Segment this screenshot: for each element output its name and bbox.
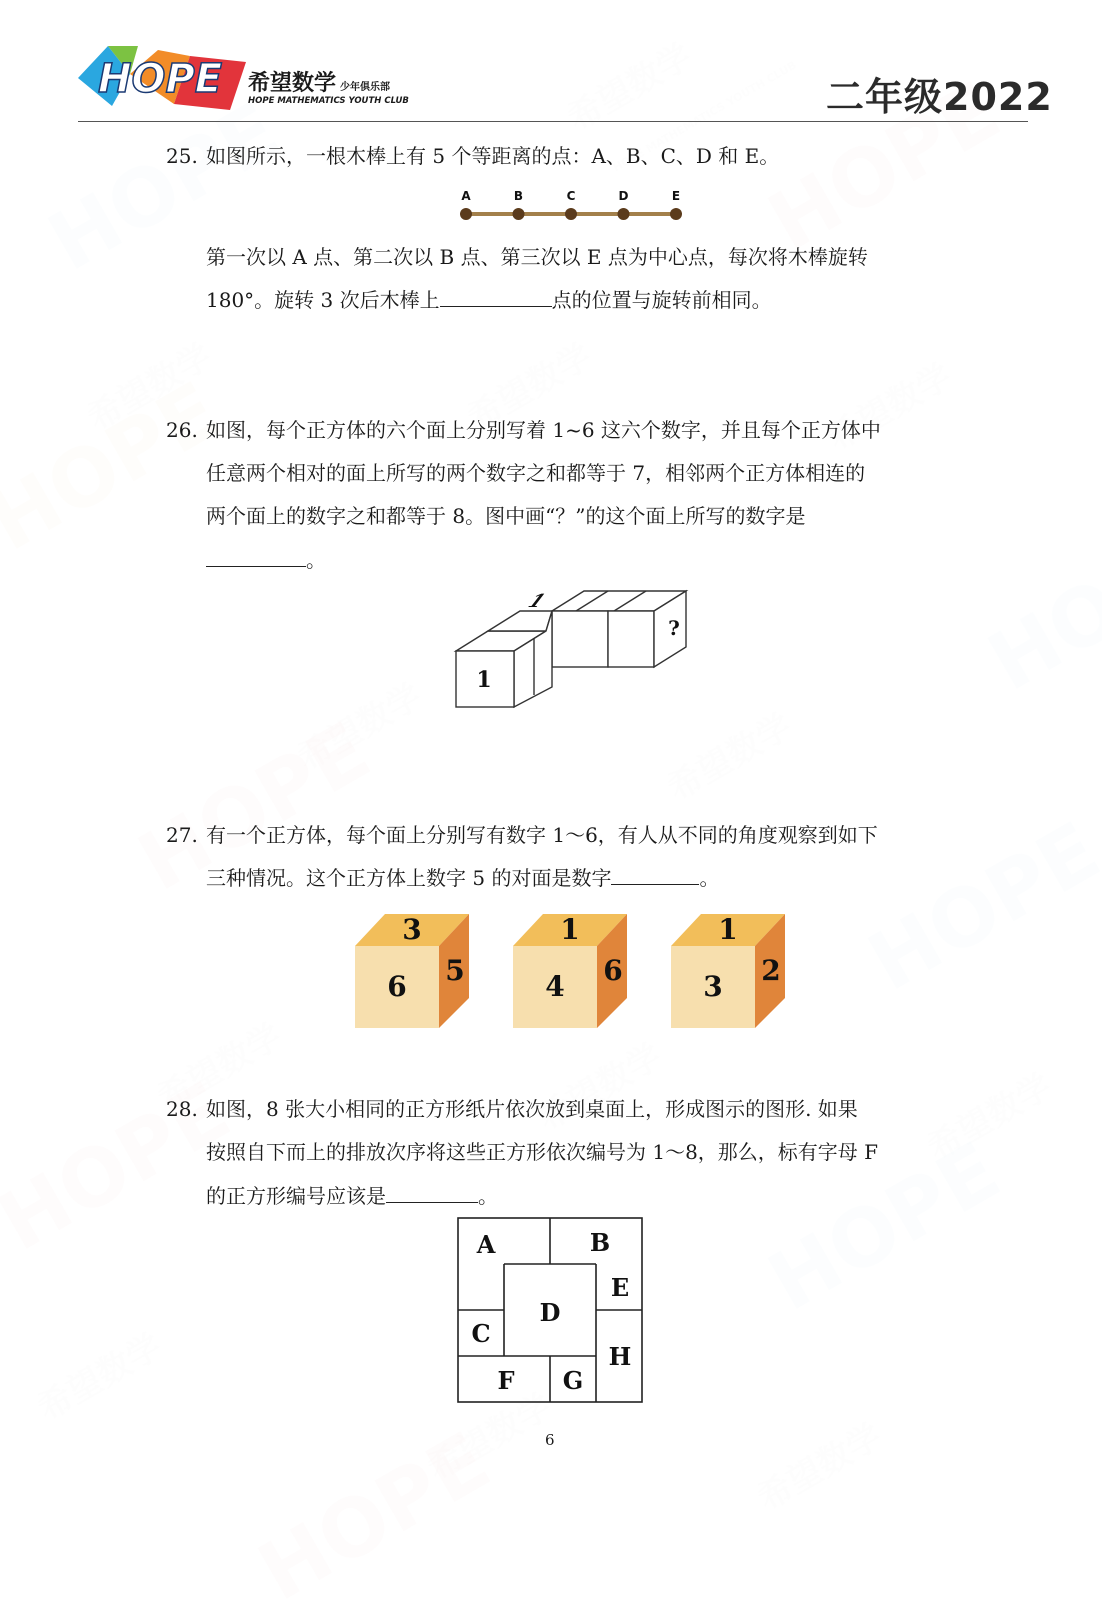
logo-en: HOPE MATHEMATICS YOUTH CLUB [248, 96, 409, 106]
q27-cubes-figure [350, 912, 790, 1032]
q26-line4 [206, 548, 326, 572]
stick-point-e [670, 208, 682, 220]
stick-point-c [565, 208, 577, 220]
cube-top-number: 3 [402, 913, 422, 946]
grade-title: 二年级2022 [826, 75, 1053, 119]
cube-front-number: 6 [387, 970, 407, 1003]
square-label-d: D [539, 1298, 561, 1327]
q26-line1: 如图，每个正方体的六个面上分别写着 1~6 这六个数字，并且每个正方体中 [206, 418, 881, 442]
header-divider [78, 121, 1028, 122]
q26-line3: 两个面上的数字之和都等于 8。图中画“？”的这个面上所写的数字是 [206, 504, 806, 528]
watermark-text [747, 1409, 889, 1519]
watermark-word [243, 1414, 504, 1619]
q28-line1: 如图，8 张大小相同的正方形纸片依次放到桌面上，形成图示的图形. 如果 [206, 1097, 858, 1121]
q26-top-number: 1 [524, 590, 550, 612]
q26-line2: 任意两个相对的面上所写的两个数字之和都等于 7，相邻两个正方体相连的 [206, 461, 866, 485]
q27-number: 27. [166, 823, 198, 847]
cube-side-number: 2 [761, 954, 781, 987]
watermark-text [657, 699, 799, 809]
logo-word: HOPE [98, 56, 223, 102]
cube-front-number: 4 [545, 970, 565, 1003]
watermark-text [917, 1059, 1059, 1169]
cube-side-number: 6 [603, 954, 623, 987]
q26-answer-blank[interactable] [206, 548, 306, 567]
watermark-text [287, 669, 429, 779]
watermark-word [0, 364, 235, 569]
q26-unknown-face: ? [668, 616, 680, 640]
q27-line2-end: 。 [699, 866, 720, 890]
watermark-text [527, 1029, 669, 1139]
q25-line2: 第一次以 A 点、第二次以 B 点、第三次以 E 点为中心点，每次将木棒旋转 [206, 245, 868, 269]
q25-line1: 如图所示，一根木棒上有 5 个等距离的点：A、B、C、D 和 E。 [206, 144, 780, 168]
q28-number: 28. [166, 1097, 198, 1121]
q28-line2: 按照自下而上的排放次序将这些正方形依次编号为 1～8，那么，标有字母 F [206, 1140, 879, 1164]
q27-line1: 有一个正方体，每个面上分别写有数字 1～6，有人从不同的角度观察到如下 [206, 823, 878, 847]
stick-point-label: D [618, 189, 629, 203]
logo-cn-small: 少年俱乐部 [340, 82, 390, 93]
watermark-text [557, 29, 699, 139]
cube-2 [513, 913, 627, 1028]
q28-squares-figure [455, 1215, 649, 1409]
square-label-a: A [476, 1230, 496, 1259]
q27-answer-blank[interactable] [611, 866, 699, 885]
stick-point-d [618, 208, 630, 220]
q26-line4-end: 。 [306, 548, 326, 572]
q25-line3-end: 点的位置与旋转前相同。 [551, 288, 772, 312]
watermark-text [817, 349, 959, 459]
square-label-c: C [471, 1319, 491, 1348]
cube-side-number: 5 [445, 954, 465, 987]
stick-point-label: A [461, 189, 471, 203]
stick-point-a [460, 208, 472, 220]
cube-front-number: 3 [703, 970, 723, 1003]
cube-1 [355, 913, 469, 1028]
q26-cube-figure [450, 585, 695, 713]
q27-line2-start: 三种情况。这个正方体上数字 5 的对面是数字 [206, 866, 612, 890]
square-label-g: G [562, 1366, 584, 1395]
logo-cn: 希望数学 [248, 71, 337, 96]
stick-point-b [513, 208, 525, 220]
q26-front-number: 1 [476, 667, 492, 693]
stick-point-label: B [513, 189, 524, 203]
watermark-text [27, 1319, 169, 1429]
cube-3 [671, 913, 785, 1028]
q26-number: 26. [166, 418, 198, 442]
q25-answer-blank[interactable] [440, 288, 552, 307]
q28-line3-start: 的正方形编号应该是 [206, 1184, 386, 1208]
watermark-word [0, 1064, 245, 1269]
watermark-word [973, 504, 1102, 709]
q25-line3 [206, 288, 772, 312]
q28-line3 [206, 1184, 498, 1208]
q28-line3-end: 。 [478, 1184, 498, 1208]
q25-line3-start: 180°。旋转 3 次后木棒上 [206, 288, 440, 312]
hope-logo [78, 44, 418, 114]
page-number: 6 [545, 1431, 555, 1449]
stick-point-label: C [566, 189, 576, 203]
cube-top-number: 1 [718, 913, 738, 946]
square-label-f: F [497, 1366, 515, 1395]
q27-line2 [206, 866, 719, 890]
watermark-word [853, 804, 1102, 1009]
q25-stick-figure [450, 186, 690, 226]
q28-answer-blank[interactable] [386, 1184, 478, 1203]
square-label-e: E [610, 1273, 630, 1302]
stick-point-label: E [671, 189, 681, 203]
cube-top-number: 1 [560, 913, 580, 946]
square-label-b: B [589, 1228, 611, 1257]
q25-number: 25. [166, 144, 198, 168]
hope-logo-graphic [78, 44, 418, 114]
square-label-h: H [608, 1342, 632, 1371]
